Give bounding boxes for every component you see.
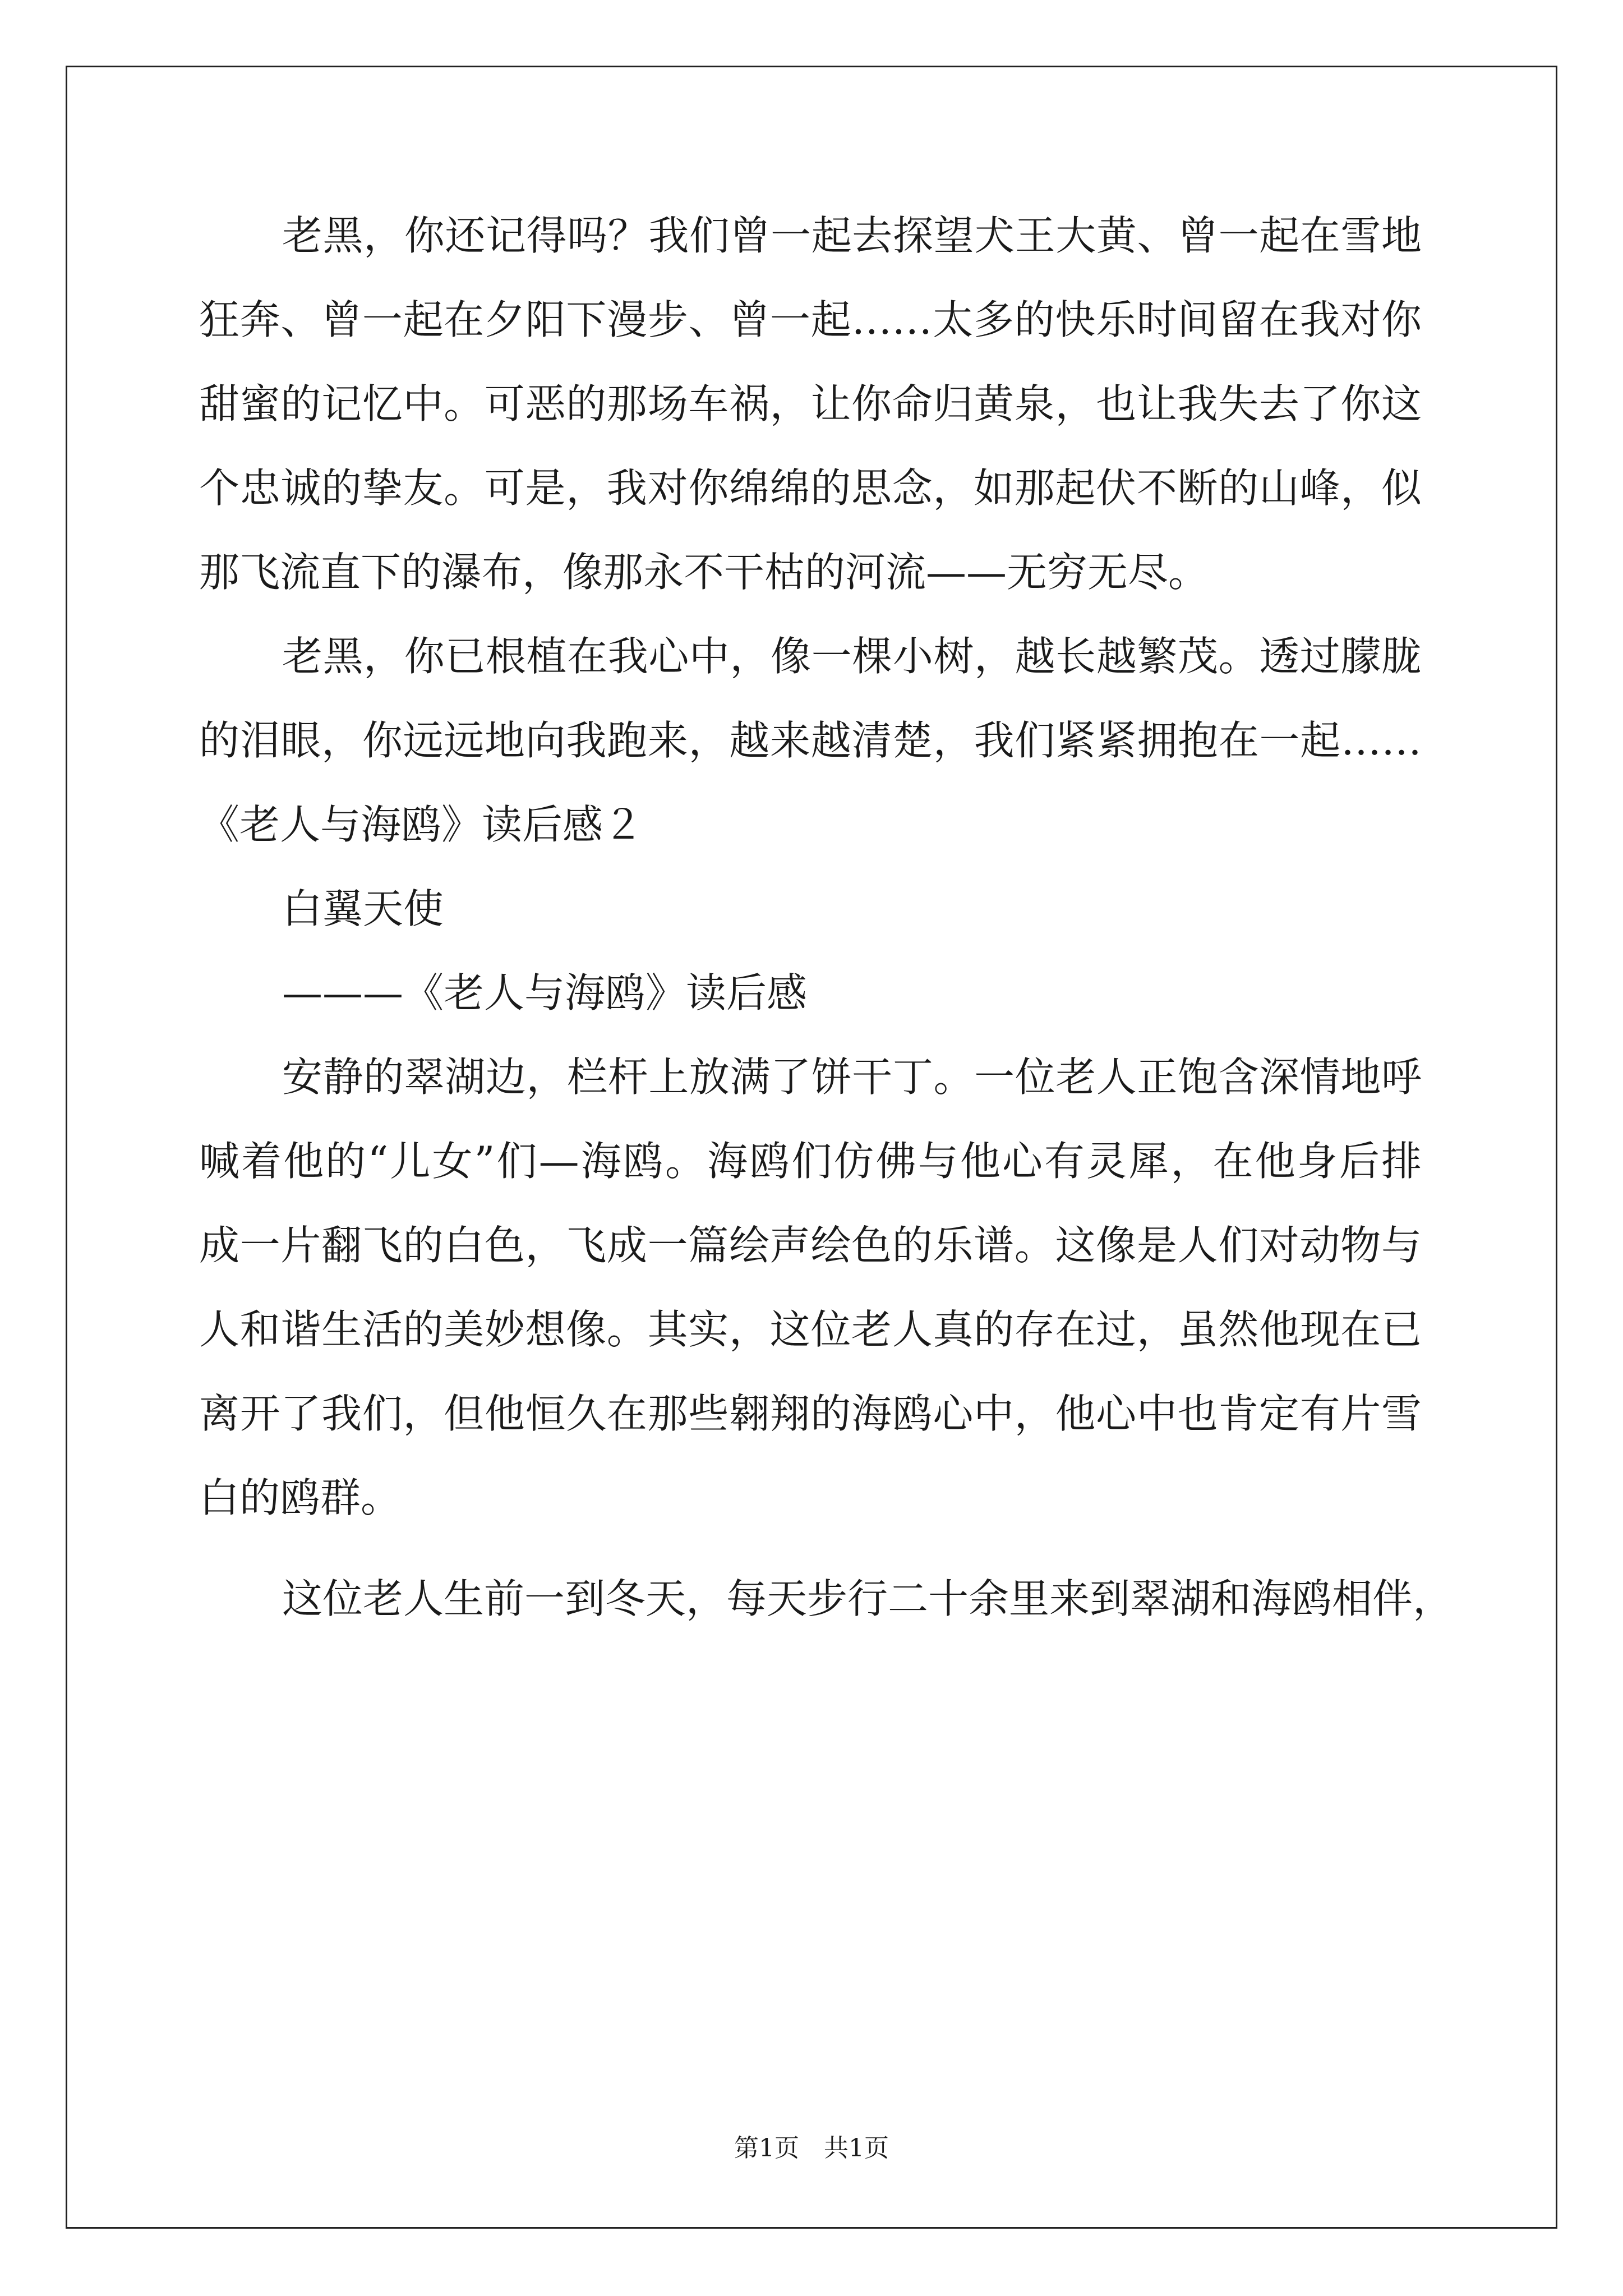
paragraph-line: 甜蜜的记忆中。可恶的那场车祸，让你命归黄泉，也让我失去了你这 (199, 380, 1422, 427)
paragraph-line: 安静的翠湖边，栏杆上放满了饼干丁。一位老人正饱含深情地呼 (282, 1053, 1422, 1101)
paragraph-line: 喊着他的“儿女”们—海鸥。海鸥们仿佛与他心有灵犀，在他身后排 (199, 1138, 1422, 1185)
paragraph-line: 狂奔、曾一起在夕阳下漫步、曾一起……太多的快乐时间留在我对你 (199, 296, 1422, 343)
paragraph-line: 这位老人生前一到冬天，每天步行二十余里来到翠湖和海鸥相伴， (282, 1575, 1454, 1622)
paragraph-line: 成一片翻飞的白色，飞成一篇绘声绘色的乐谱。这像是人们对动物与 (199, 1222, 1422, 1269)
essay-title: 白翼天使 (282, 885, 444, 932)
essay-subtitle: ———《老人与海鸥》读后感 (282, 969, 808, 1016)
paragraph-line: 个忠诚的挚友。可是，我对你绵绵的思念，如那起伏不断的山峰，似 (199, 464, 1422, 512)
paragraph-line: 老黑，你还记得吗？我们曾一起去探望犬王大黄、曾一起在雪地 (282, 212, 1422, 259)
section-title: 《老人与海鸥》读后感２ (199, 801, 644, 848)
paragraph-line: 老黑，你已根植在我心中，像一棵小树，越长越繁茂。透过朦胧 (282, 633, 1422, 680)
paragraph-line: 白的鸥群。 (199, 1474, 402, 1521)
paragraph-line: 那飞流直下的瀑布，像那永不干枯的河流——无穷无尽。 (199, 549, 1209, 596)
paragraph-line: 人和谐生活的美妙想像。其实，这位老人真的存在过，虽然他现在已 (199, 1306, 1422, 1353)
paragraph-line: 的泪眼，你远远地向我跑来，越来越清楚，我们紧紧拥抱在一起…… (199, 717, 1422, 764)
page-footer: 第1页 共1页 (734, 2134, 889, 2162)
paragraph-line: 离开了我们，但他恒久在那些翱翔的海鸥心中，他心中也肯定有片雪 (199, 1390, 1422, 1437)
